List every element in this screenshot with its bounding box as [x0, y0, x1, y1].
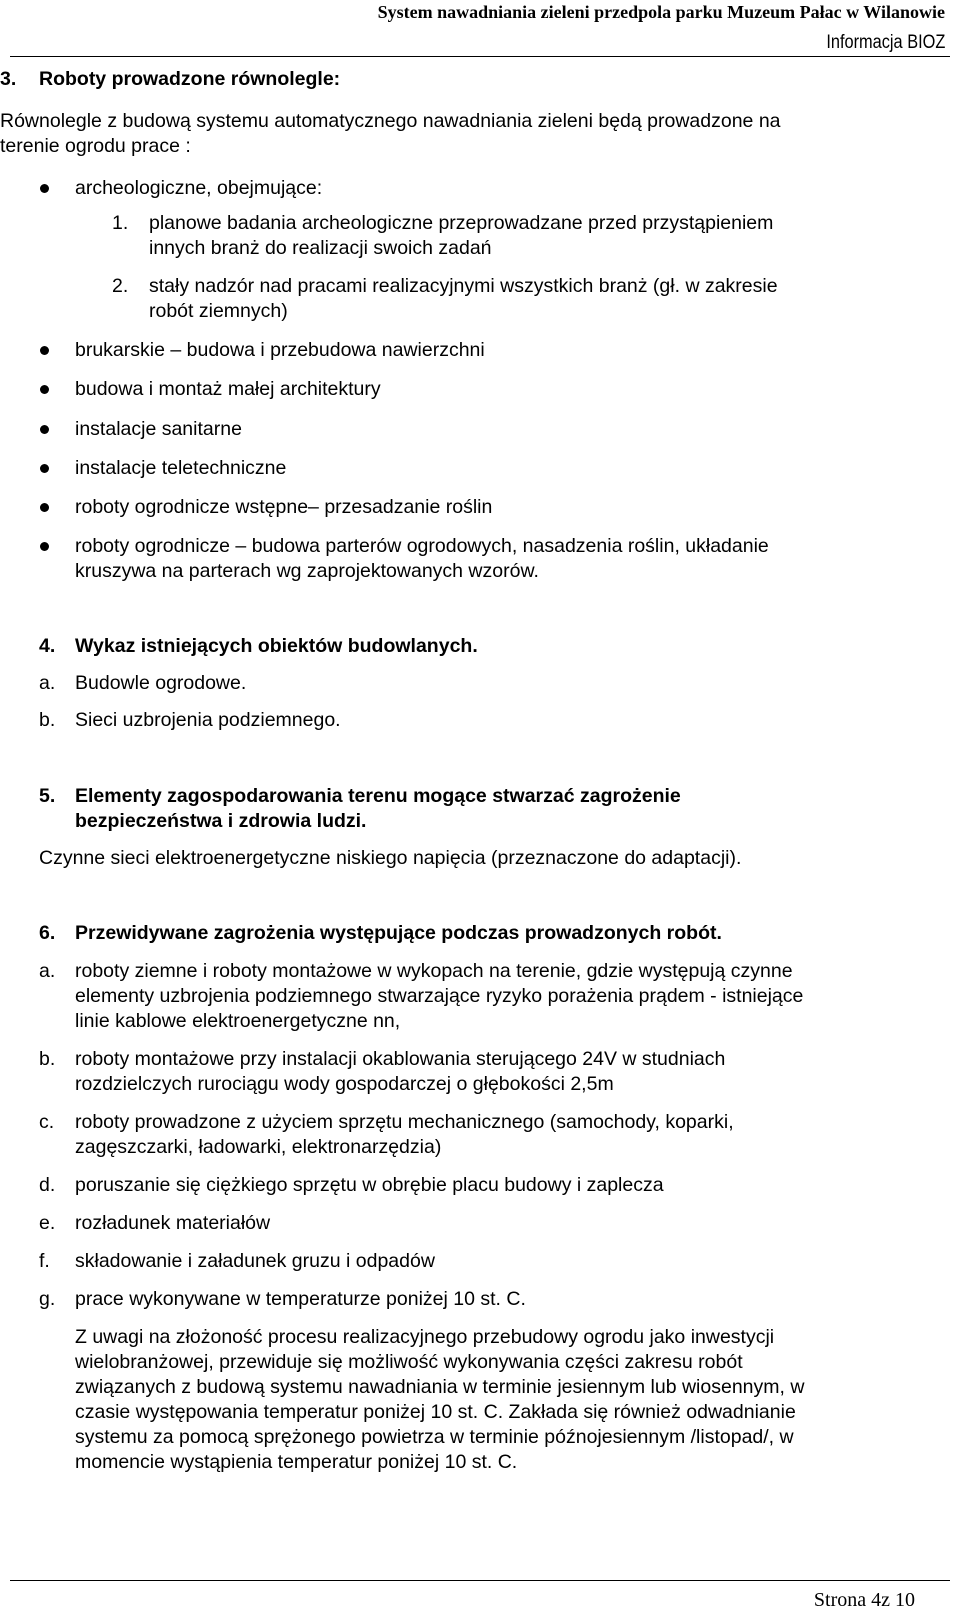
list-item-sanitary: instalacje sanitarne: [75, 418, 242, 440]
section-4-b-text: Sieci uzbrojenia podziemnego.: [75, 709, 341, 731]
list-item-garden-preliminary: roboty ogrodnicze wstępne– przesadzanie roślin: [75, 496, 493, 518]
section-4-a-label: a.: [39, 672, 56, 694]
section-3-intro-line-2: terenie ogrodu prace :: [0, 135, 191, 157]
list-item-paving: brukarskie – budowa i przebudowa nawierzchni: [75, 339, 485, 361]
header-divider: [10, 56, 950, 57]
section-6-note-line-3: związanych z budową systemu nawadniania w terminie jesiennym lub wiosennym, w: [75, 1376, 805, 1398]
section-6-note-line-2: wielobranżowej, przewiduje się możliwość wykonywania części zakresu robót: [75, 1351, 743, 1373]
section-4-a-text: Budowle ogrodowe.: [75, 672, 247, 694]
section-3-intro-line-1: Równolegle z budową systemu automatycznego nawadniania zieleni będą prowadzone na: [0, 110, 781, 132]
list-item-archeological: archeologiczne, obejmujące:: [75, 177, 323, 199]
section-6-a-line-2: elementy uzbrojenia podziemnego stwarzające ryzyko porażenia prądem - istniejące: [75, 985, 804, 1007]
section-6-heading: Przewidywane zagrożenia występujące podczas prowadzonych robót.: [75, 922, 722, 944]
bullet-icon: [40, 464, 49, 473]
section-6-a-label: a.: [39, 960, 56, 982]
section-5-heading-line-2: bezpieczeństwa i zdrowia ludzi.: [75, 810, 367, 832]
sub-item-1-line-1: planowe badania archeologiczne przeprowadzane przed przystąpieniem: [149, 212, 774, 234]
section-5-body: Czynne sieci elektroenergetyczne niskiego napięcia (przeznaczone do adaptacji).: [39, 847, 742, 869]
bullet-icon: [40, 425, 49, 434]
section-6-note-line-5: systemu za pomocą sprężonego powietrza w terminie późnojesiennym /listopad/, w: [75, 1426, 794, 1448]
section-6-d-text: poruszanie się ciężkiego sprzętu w obrębie placu budowy i zaplecza: [75, 1174, 664, 1196]
section-4-heading: Wykaz istniejących obiektów budowlanych.: [75, 635, 478, 657]
sub-item-1-number: 1.: [112, 212, 129, 234]
section-6-b-line-2: rozdzielczych rurociągu wody gospodarczej o głębokości 2,5m: [75, 1073, 614, 1095]
section-6-e-label: e.: [39, 1212, 56, 1234]
section-6-b-label: b.: [39, 1048, 56, 1070]
sub-item-2-number: 2.: [112, 275, 129, 297]
document-header-title: System nawadniania zieleni przedpola parku Muzeum Pałac w Wilanowie: [377, 2, 945, 22]
bullet-icon: [40, 385, 49, 394]
section-6-note-line-1: Z uwagi na złożoność procesu realizacyjnego przebudowy ogrodu jako inwestycji: [75, 1326, 775, 1348]
section-6-b-line-1: roboty montażowe przy instalacji okablowania sterującego 24V w studniach: [75, 1048, 726, 1070]
page-number: Strona 4z 10: [813, 1589, 915, 1611]
list-item-telecom: instalacje teletechniczne: [75, 457, 287, 479]
section-6-note-line-4: czasie występowania temperatur poniżej 10 st. C. Zakłada się również odwadnianie: [75, 1401, 796, 1423]
list-item-garden-construction-line-2: kruszywa na parterach wg zaprojektowanych wzorów.: [75, 560, 539, 582]
section-4-b-label: b.: [39, 709, 56, 731]
section-6-number: 6.: [39, 922, 56, 944]
sub-item-1-line-2: innych branż do realizacji swoich zadań: [149, 237, 492, 259]
list-item-small-architecture: budowa i montaż małej architektury: [75, 378, 381, 400]
section-6-a-line-1: roboty ziemne i roboty montażowe w wykopach na terenie, gdzie występują czynne: [75, 960, 793, 982]
section-6-d-label: d.: [39, 1174, 56, 1196]
section-6-c-line-2: zagęszczarki, ładowarki, elektronarzędzia): [75, 1136, 442, 1158]
section-5-heading-line-1: Elementy zagospodarowania terenu mogące stwarzać zagrożenie: [75, 785, 681, 807]
footer-divider: [10, 1580, 950, 1581]
section-6-f-text: składowanie i załadunek gruzu i odpadów: [75, 1250, 435, 1272]
document-header-subtitle: Informacja BIOZ: [826, 32, 945, 53]
section-6-g-label: g.: [39, 1288, 56, 1310]
list-item-garden-construction-line-1: roboty ogrodnicze – budowa parterów ogrodowych, nasadzenia roślin, układanie: [75, 535, 769, 557]
section-6-note-line-6: momencie wystąpienia temperatur poniżej 10 st. C.: [75, 1451, 518, 1473]
section-3-heading: Roboty prowadzone równolegle:: [39, 68, 341, 90]
section-6-e-text: rozładunek materiałów: [75, 1212, 271, 1234]
section-6-c-line-1: roboty prowadzone z użyciem sprzętu mechanicznego (samochody, koparki,: [75, 1111, 734, 1133]
sub-item-2-line-2: robót ziemnych): [149, 300, 288, 322]
section-5-number: 5.: [39, 785, 56, 807]
bullet-icon: [40, 346, 49, 355]
section-6-c-label: c.: [39, 1111, 55, 1133]
section-3-number: 3.: [0, 68, 17, 90]
bullet-icon: [40, 503, 49, 512]
section-6-f-label: f.: [39, 1250, 50, 1272]
section-6-g-text: prace wykonywane w temperaturze poniżej 10 st. C.: [75, 1288, 526, 1310]
section-4-number: 4.: [39, 635, 56, 657]
sub-item-2-line-1: stały nadzór nad pracami realizacyjnymi wszystkich branż (gł. w zakresie: [149, 275, 778, 297]
bullet-icon: [40, 542, 49, 551]
bullet-icon: [40, 184, 49, 193]
section-6-a-line-3: linie kablowe elektroenergetyczne nn,: [75, 1010, 401, 1032]
